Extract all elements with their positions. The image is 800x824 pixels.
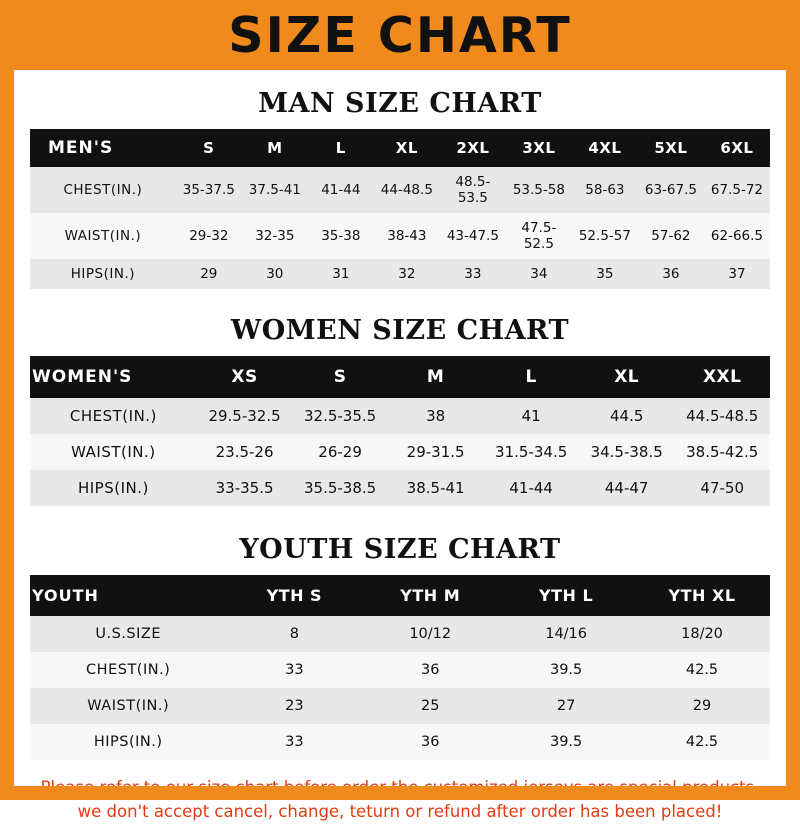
cell: 39.5 bbox=[498, 652, 634, 688]
cell: 41-44 bbox=[483, 470, 579, 506]
cell: 29.5-32.5 bbox=[197, 398, 293, 434]
cell: 29 bbox=[176, 259, 242, 289]
row-label: HIPS(IN.) bbox=[30, 259, 176, 289]
cell: 25 bbox=[362, 688, 498, 724]
women-header-label: WOMEN'S bbox=[30, 356, 197, 398]
man-header-6xl: 6XL bbox=[704, 129, 770, 167]
table-row bbox=[30, 398, 770, 434]
cell: 34 bbox=[506, 259, 572, 289]
row-label: WAIST(IN.) bbox=[30, 688, 226, 724]
cell: 31.5-34.5 bbox=[483, 434, 579, 470]
cell: 35-37.5 bbox=[176, 167, 242, 213]
row-label: CHEST(IN.) bbox=[30, 167, 176, 213]
cell: 8 bbox=[226, 616, 362, 652]
women-table-header bbox=[30, 356, 770, 398]
cell: 29 bbox=[634, 688, 770, 724]
women-header-m: M bbox=[388, 356, 484, 398]
cell: 42.5 bbox=[634, 652, 770, 688]
women-table-body bbox=[30, 398, 770, 506]
cell: 39.5 bbox=[498, 724, 634, 760]
cell: 36 bbox=[362, 652, 498, 688]
content bbox=[14, 88, 786, 824]
cell: 35.5-38.5 bbox=[292, 470, 388, 506]
youth-table-body bbox=[30, 616, 770, 760]
table-row bbox=[30, 259, 770, 289]
man-header-2xl: 2XL bbox=[440, 129, 506, 167]
table-row bbox=[30, 652, 770, 688]
man-header-l: L bbox=[308, 129, 374, 167]
cell: 47.5-52.5 bbox=[506, 213, 572, 259]
cell: 37 bbox=[704, 259, 770, 289]
page-title: SIZE CHART bbox=[228, 6, 572, 64]
man-header-3xl: 3XL bbox=[506, 129, 572, 167]
cell: 67.5-72 bbox=[704, 167, 770, 213]
women-section-title: WOMEN SIZE CHART bbox=[230, 315, 570, 346]
youth-header-m: YTH M bbox=[362, 575, 498, 616]
cell: 30 bbox=[242, 259, 308, 289]
man-section-title: MAN SIZE CHART bbox=[258, 88, 542, 119]
cell: 32 bbox=[374, 259, 440, 289]
cell: 58-63 bbox=[572, 167, 638, 213]
cell: 26-29 bbox=[292, 434, 388, 470]
cell: 36 bbox=[638, 259, 704, 289]
cell: 44.5-48.5 bbox=[674, 398, 770, 434]
youth-table-header bbox=[30, 575, 770, 616]
cell: 38.5-42.5 bbox=[674, 434, 770, 470]
row-label: WAIST(IN.) bbox=[30, 213, 176, 259]
youth-header-s: YTH S bbox=[226, 575, 362, 616]
cell: 23 bbox=[226, 688, 362, 724]
man-table-header bbox=[30, 129, 770, 167]
cell: 10/12 bbox=[362, 616, 498, 652]
youth-header-xl: YTH XL bbox=[634, 575, 770, 616]
cell: 53.5-58 bbox=[506, 167, 572, 213]
row-label: HIPS(IN.) bbox=[30, 724, 226, 760]
youth-size-table bbox=[30, 575, 770, 760]
man-table-body bbox=[30, 167, 770, 289]
cell: 38.5-41 bbox=[388, 470, 484, 506]
cell: 44-48.5 bbox=[374, 167, 440, 213]
banner bbox=[0, 0, 800, 70]
cell: 34.5-38.5 bbox=[579, 434, 675, 470]
women-header-s: S bbox=[292, 356, 388, 398]
cell: 14/16 bbox=[498, 616, 634, 652]
cell: 31 bbox=[308, 259, 374, 289]
cell: 27 bbox=[498, 688, 634, 724]
cell: 47-50 bbox=[674, 470, 770, 506]
man-header-xl: XL bbox=[374, 129, 440, 167]
youth-header-l: YTH L bbox=[498, 575, 634, 616]
cell: 41 bbox=[483, 398, 579, 434]
table-row bbox=[30, 688, 770, 724]
women-header-xl: XL bbox=[579, 356, 675, 398]
bottom-accent-strip bbox=[0, 786, 800, 800]
table-header-row bbox=[30, 129, 770, 167]
table-row bbox=[30, 724, 770, 760]
youth-header-label: YOUTH bbox=[30, 575, 226, 616]
cell: 32.5-35.5 bbox=[292, 398, 388, 434]
table-row bbox=[30, 470, 770, 506]
women-header-l: L bbox=[483, 356, 579, 398]
women-header-xxl: XXL bbox=[674, 356, 770, 398]
cell: 35-38 bbox=[308, 213, 374, 259]
cell: 44-47 bbox=[579, 470, 675, 506]
cell: 33 bbox=[440, 259, 506, 289]
row-label: WAIST(IN.) bbox=[30, 434, 197, 470]
cell: 35 bbox=[572, 259, 638, 289]
table-header-row bbox=[30, 575, 770, 616]
cell: 48.5-53.5 bbox=[440, 167, 506, 213]
table-row bbox=[30, 167, 770, 213]
cell: 38-43 bbox=[374, 213, 440, 259]
man-header-4xl: 4XL bbox=[572, 129, 638, 167]
cell: 37.5-41 bbox=[242, 167, 308, 213]
cell: 41-44 bbox=[308, 167, 374, 213]
cell: 29-32 bbox=[176, 213, 242, 259]
cell: 44.5 bbox=[579, 398, 675, 434]
table-header-row bbox=[30, 356, 770, 398]
table-row bbox=[30, 213, 770, 259]
cell: 63-67.5 bbox=[638, 167, 704, 213]
youth-section-title: YOUTH SIZE CHART bbox=[239, 534, 561, 565]
cell: 33 bbox=[226, 652, 362, 688]
row-label: CHEST(IN.) bbox=[30, 398, 197, 434]
cell: 52.5-57 bbox=[572, 213, 638, 259]
women-header-xs: XS bbox=[197, 356, 293, 398]
man-header-s: S bbox=[176, 129, 242, 167]
cell: 36 bbox=[362, 724, 498, 760]
cell: 29-31.5 bbox=[388, 434, 484, 470]
women-size-table bbox=[30, 356, 770, 506]
cell: 42.5 bbox=[634, 724, 770, 760]
cell: 62-66.5 bbox=[704, 213, 770, 259]
man-size-table bbox=[30, 129, 770, 289]
cell: 18/20 bbox=[634, 616, 770, 652]
cell: 43-47.5 bbox=[440, 213, 506, 259]
table-row bbox=[30, 434, 770, 470]
row-label: HIPS(IN.) bbox=[30, 470, 197, 506]
cell: 33-35.5 bbox=[197, 470, 293, 506]
man-header-m: M bbox=[242, 129, 308, 167]
cell: 38 bbox=[388, 398, 484, 434]
cell: 23.5-26 bbox=[197, 434, 293, 470]
cell: 32-35 bbox=[242, 213, 308, 259]
row-label: U.S.SIZE bbox=[30, 616, 226, 652]
row-label: CHEST(IN.) bbox=[30, 652, 226, 688]
cell: 33 bbox=[226, 724, 362, 760]
footer-note-line2: we don't accept cancel, change, teturn or refund after order has been placed! bbox=[77, 801, 723, 821]
man-header-5xl: 5XL bbox=[638, 129, 704, 167]
man-header-label: MEN'S bbox=[30, 129, 176, 167]
cell: 57-62 bbox=[638, 213, 704, 259]
table-row bbox=[30, 616, 770, 652]
